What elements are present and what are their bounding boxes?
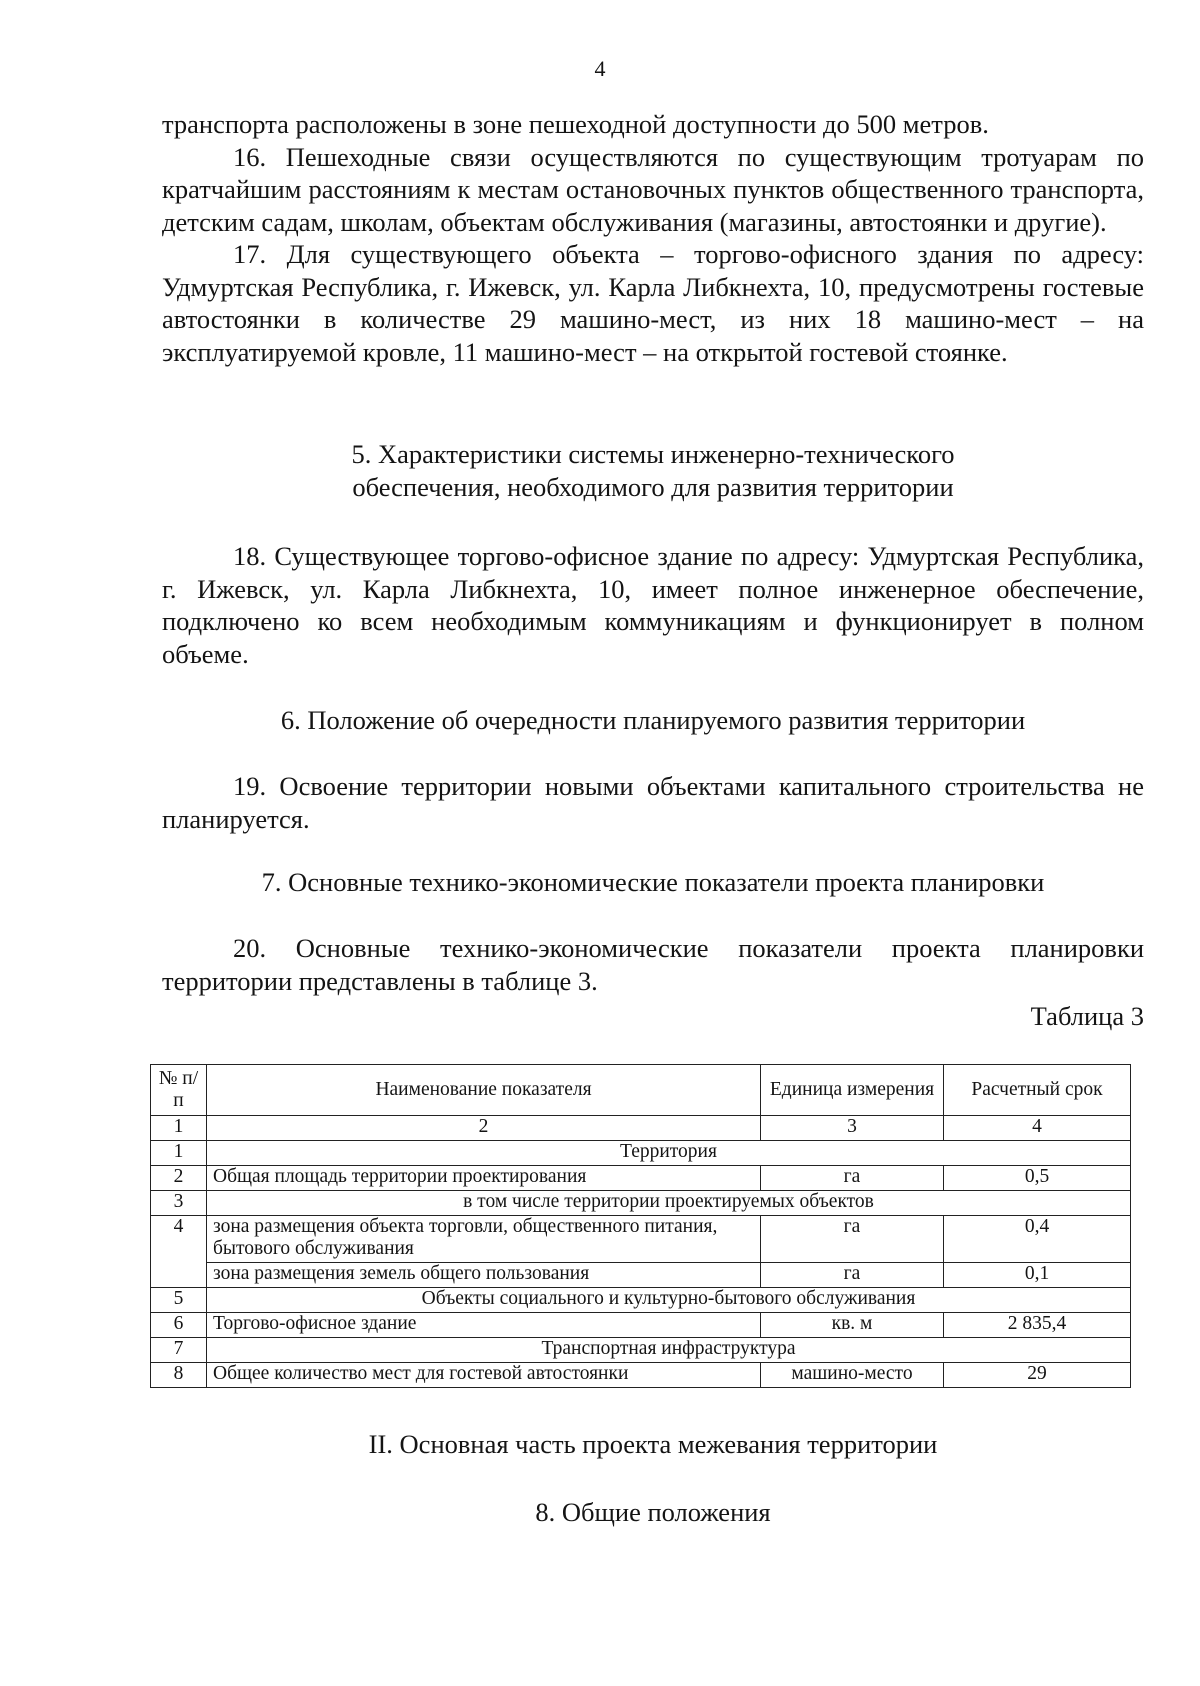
row-num: 5 xyxy=(151,1288,207,1313)
section-5-body xyxy=(162,540,1144,670)
paragraph-20: 20. Основные технико-экономические показатели проекта планировки территории представлены в таблице 3. xyxy=(162,933,1144,996)
header-name: Наименование показателя xyxy=(207,1065,761,1116)
part-2-heading: II. Основная часть проекта межевания территории xyxy=(368,1429,938,1459)
paragraph-17: 17. Для существующего объекта – торгово-офисного здания по адресу: Удмуртская Республика, г. Ижевск, ул. Карла Либкнехта, 10, предусмотрены гостевые автостоянки в количестве 29 машино-мест, из них 18 машино-мест – на эксплуатируемой кровле, 11 машино-мест – на открытой гостевой стоянке. xyxy=(162,239,1144,367)
row-name: Общая площадь территории проектирования xyxy=(207,1166,761,1191)
row-value: 2 835,4 xyxy=(944,1313,1131,1338)
section-5-heading xyxy=(162,438,1144,503)
indicators-table xyxy=(150,1064,1131,1388)
row-name: зона размещения объекта торговли, общественного питания, бытового обслуживания xyxy=(207,1216,761,1263)
row-name: зона размещения земель общего пользования xyxy=(207,1263,761,1288)
row-value: 0,4 xyxy=(944,1216,1131,1263)
table-row xyxy=(151,1288,1131,1313)
table-row xyxy=(151,1216,1131,1263)
header-term: Расчетный срок xyxy=(944,1065,1131,1116)
table-header-row xyxy=(151,1065,1131,1116)
colnum-1: 1 xyxy=(151,1116,207,1141)
section-6-heading-wrap xyxy=(162,704,1144,737)
row-value: 0,1 xyxy=(944,1263,1131,1288)
row-num: 1 xyxy=(151,1141,207,1166)
colnum-3: 3 xyxy=(761,1116,944,1141)
row-section-title: Объекты социального и культурно-бытового обслуживания xyxy=(207,1288,1131,1313)
table-row xyxy=(151,1338,1131,1363)
page-number: 4 xyxy=(594,56,606,81)
row-section-title: Территория xyxy=(207,1141,1131,1166)
table-row xyxy=(151,1363,1131,1388)
table-row xyxy=(151,1191,1131,1216)
row-num: 6 xyxy=(151,1313,207,1338)
row-unit: га xyxy=(761,1166,944,1191)
row-section-title: в том числе территории проектируемых объектов xyxy=(207,1191,1131,1216)
row-unit: машино-место xyxy=(761,1363,944,1388)
section-5-heading-line2: обеспечения, необходимого для развития территории xyxy=(352,471,954,502)
section-7-heading-wrap xyxy=(162,866,1144,899)
paragraph-18: 18. Существующее торгово-офисное здание по адресу: Удмуртская Республика, г. Ижевск, ул. Карла Либкнехта, 10, имеет полное инженерное обеспечение, подключено ко всем необходимым коммуникациям и функционирует в полном объеме. xyxy=(162,541,1144,669)
part-2-heading-wrap xyxy=(162,1428,1144,1461)
row-section-title: Транспортная инфраструктура xyxy=(207,1338,1131,1363)
column-number-row xyxy=(151,1116,1131,1141)
table-row xyxy=(151,1141,1131,1166)
row-num: 4 xyxy=(151,1216,207,1288)
section-7-heading: 7. Основные технико-экономические показатели проекта планировки xyxy=(261,867,1045,897)
colnum-2: 2 xyxy=(207,1116,761,1141)
colnum-4: 4 xyxy=(944,1116,1131,1141)
row-num: 7 xyxy=(151,1338,207,1363)
section-5-heading-line1: 5. Характеристики системы инженерно-технического xyxy=(351,439,955,469)
section-8-heading: 8. Общие положения xyxy=(535,1497,771,1527)
section-6-heading: 6. Положение об очередности планируемого развития территории xyxy=(280,705,1026,735)
header-unit: Единица измерения xyxy=(761,1065,944,1116)
row-unit: га xyxy=(761,1216,944,1263)
table-row xyxy=(151,1166,1131,1191)
row-value: 29 xyxy=(944,1363,1131,1388)
row-num: 2 xyxy=(151,1166,207,1191)
table-caption-wrap xyxy=(162,1000,1144,1033)
row-num: 3 xyxy=(151,1191,207,1216)
paragraph-15-end: транспорта расположены в зоне пешеходной доступности до 500 метров. xyxy=(162,109,989,139)
row-value: 0,5 xyxy=(944,1166,1131,1191)
row-num: 8 xyxy=(151,1363,207,1388)
section-7-body xyxy=(162,932,1144,997)
paragraph-19: 19. Освоение территории новыми объектами капитального строительства не планируется. xyxy=(162,771,1144,834)
table-row xyxy=(151,1313,1131,1338)
header-num: № п/п xyxy=(151,1065,207,1116)
row-unit: кв. м xyxy=(761,1313,944,1338)
table-row xyxy=(151,1263,1131,1288)
row-name: Общее количество мест для гостевой автостоянки xyxy=(207,1363,761,1388)
section-6-body xyxy=(162,770,1144,835)
row-unit: га xyxy=(761,1263,944,1288)
paragraph-16: 16. Пешеходные связи осуществляются по существующим тротуарам по кратчайшим расстояниям к местам остановочных пунктов общественного транспорта, детским садам, школам, объектам обслуживания (магазины, автостоянки и другие). xyxy=(162,141,1144,237)
section-8-heading-wrap xyxy=(162,1496,1144,1529)
table-caption: Таблица 3 xyxy=(1030,1001,1144,1031)
body-text-top xyxy=(162,108,1144,368)
row-name: Торгово-офисное здание xyxy=(207,1313,761,1338)
